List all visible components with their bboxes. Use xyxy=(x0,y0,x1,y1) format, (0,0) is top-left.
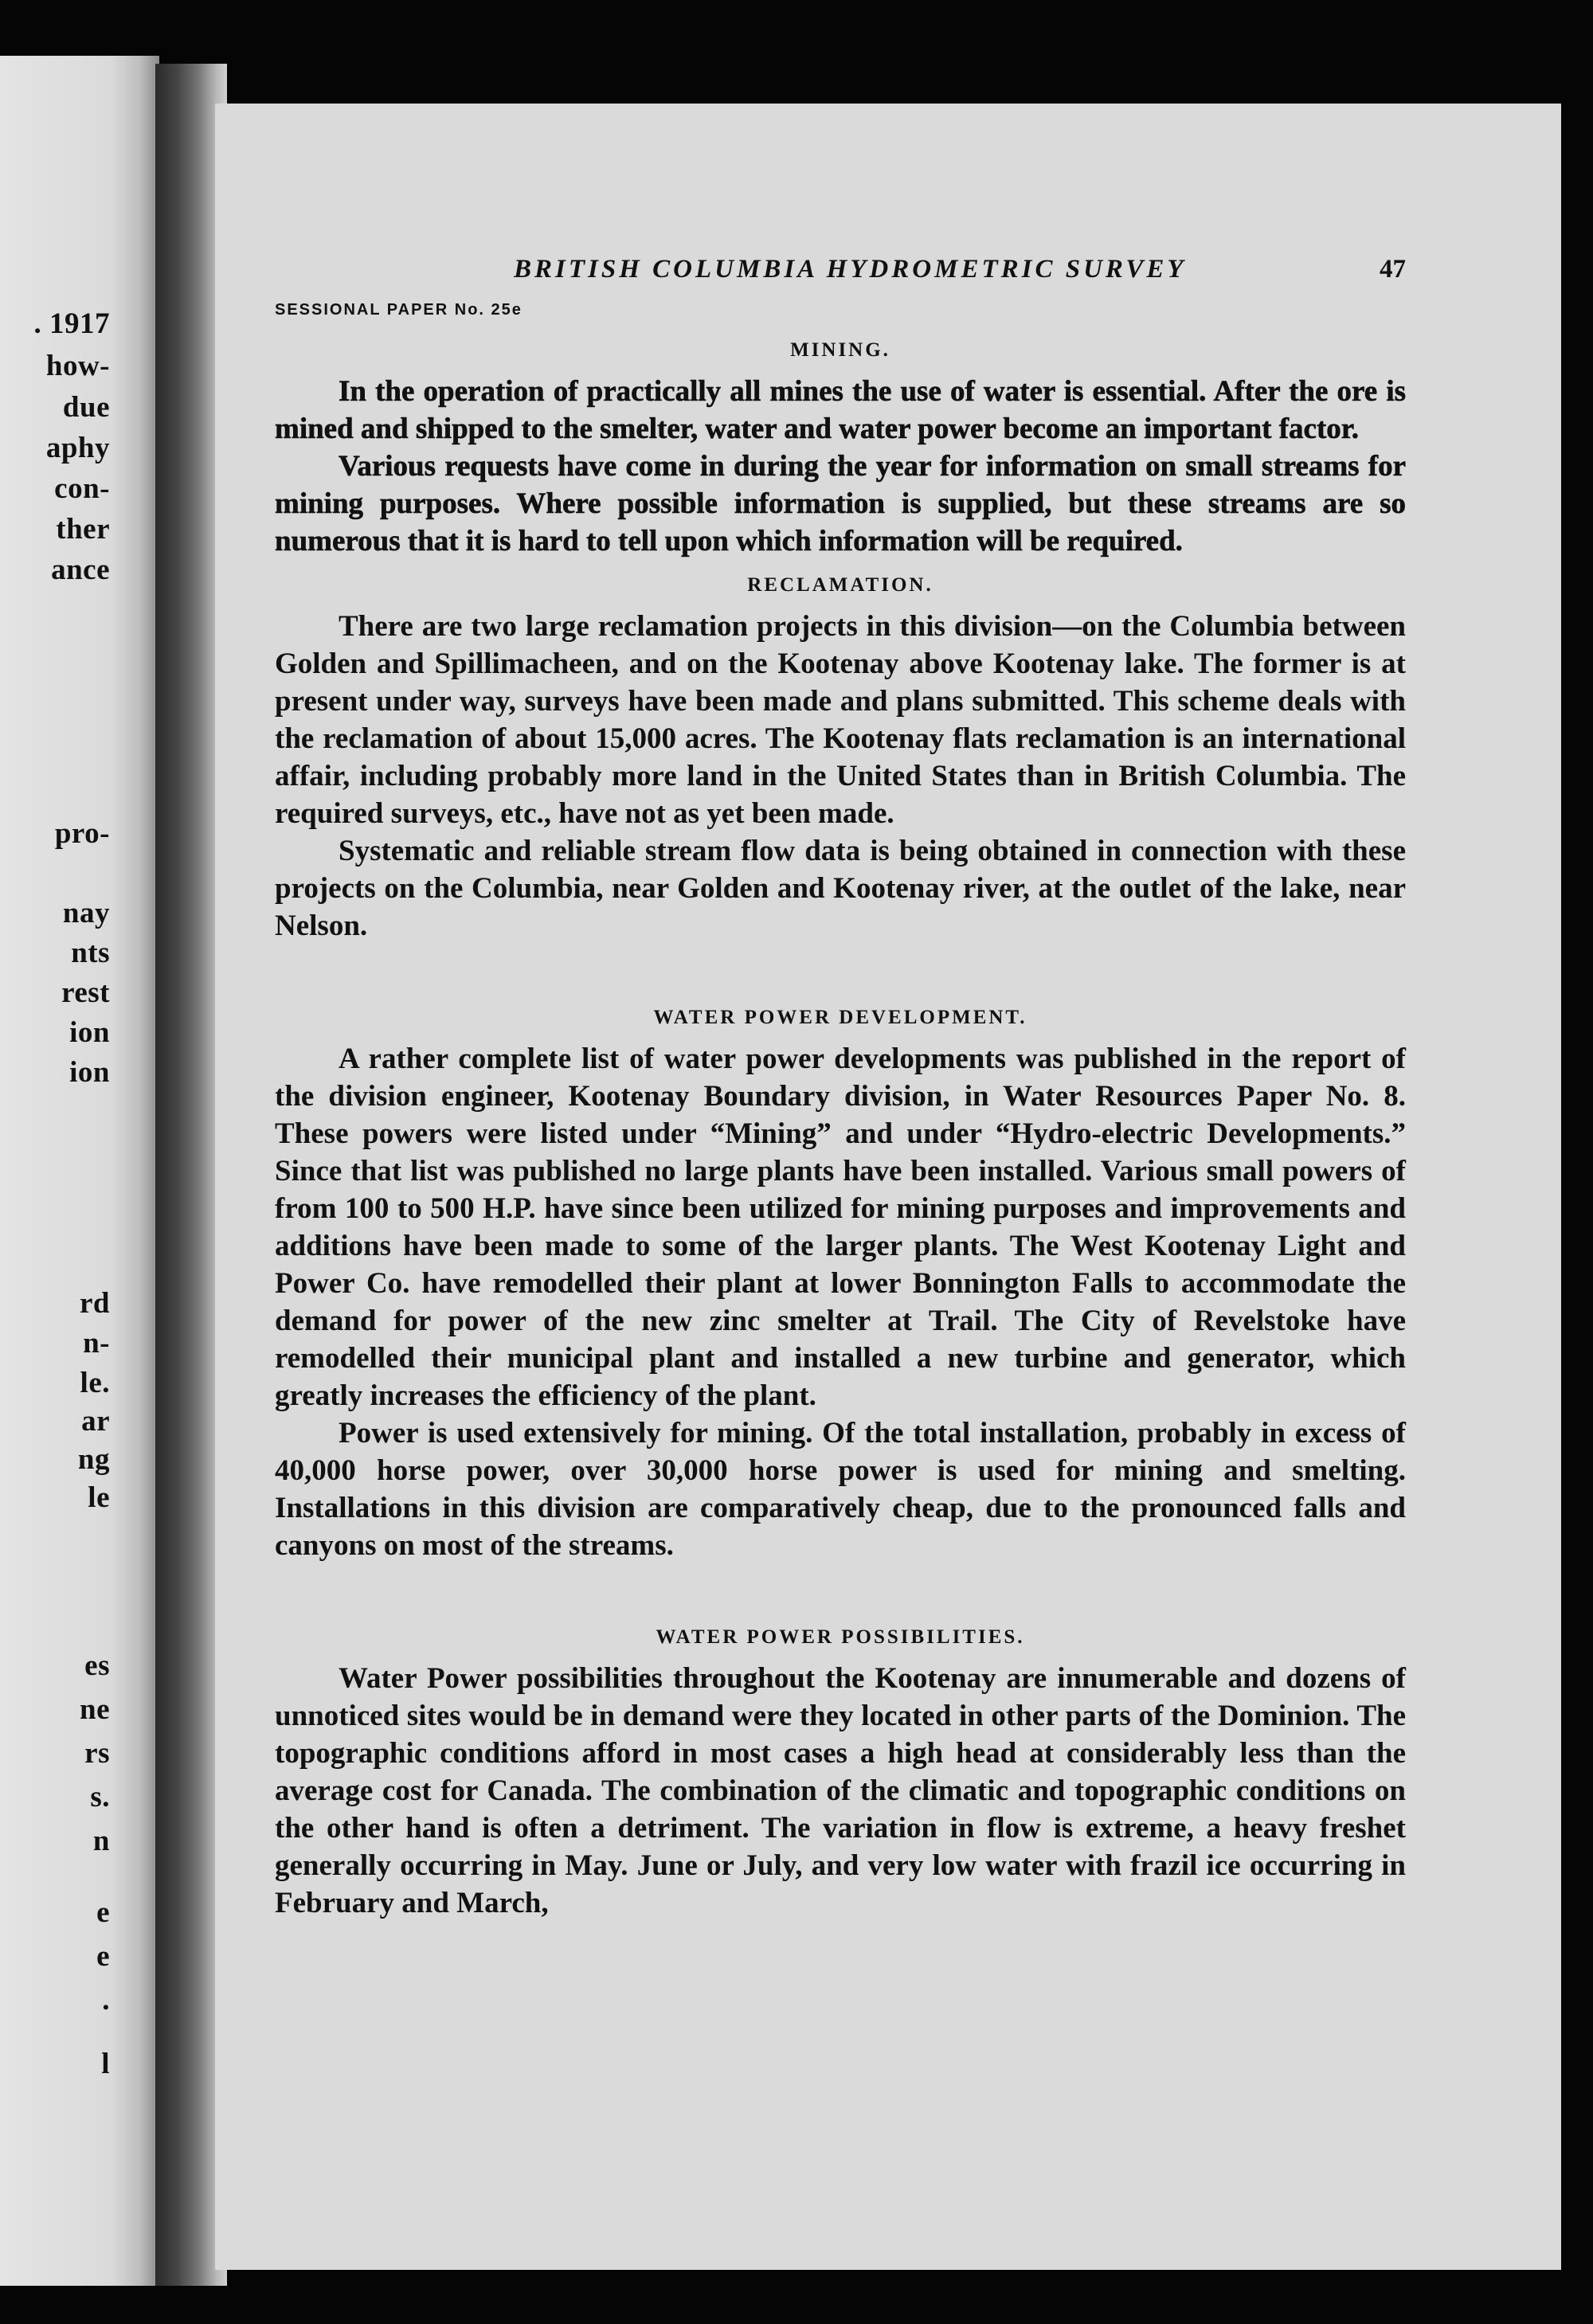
left-fragment: . xyxy=(102,1984,110,2017)
facing-page-text-fragments xyxy=(0,56,159,2286)
left-fragment: le. xyxy=(80,1367,110,1399)
section-heading-mining: MINING. xyxy=(790,339,890,361)
left-fragment: con- xyxy=(54,472,110,505)
left-fragment: ion xyxy=(69,1056,110,1089)
left-fragment: nts xyxy=(71,937,110,969)
page-content xyxy=(275,255,1406,1922)
left-fragment: n- xyxy=(83,1327,110,1360)
left-fragment: le xyxy=(88,1481,110,1514)
left-fragment: n xyxy=(92,1825,110,1857)
left-fragment: ther xyxy=(56,513,110,546)
facing-page-edge xyxy=(0,56,159,2286)
paragraph: Power is used extensively for mining. Of the total installation, probably in excess of 40,000 horse power, over 30,000 horse power is used for mining and smelting. Installations in this division are comparatively cheap, due to the pronounced falls and canyons on most of the streams. xyxy=(275,1417,1406,1562)
left-fragment: ion xyxy=(69,1016,110,1049)
running-header xyxy=(275,255,1406,295)
left-fragment: e xyxy=(96,1940,110,1973)
left-fragment: how- xyxy=(45,350,110,382)
section-heading-water-power-development: WATER POWER DEVELOPMENT. xyxy=(653,1007,1027,1028)
page-number: 47 xyxy=(1380,255,1406,284)
running-title: BRITISH COLUMBIA HYDROMETRIC SURVEY xyxy=(514,255,1187,284)
left-fragment: es xyxy=(84,1649,110,1682)
paragraph: Various requests have come in during the year for information on small streams for mining purposes. Where possible information is supplied, but these streams are so numerous that it is hard to tell upon which information will be required. xyxy=(275,450,1406,558)
section-heading-reclamation: RECLAMATION. xyxy=(747,574,933,596)
book-page xyxy=(215,104,1561,2270)
left-fragment: rd xyxy=(80,1287,110,1320)
paragraph: Systematic and reliable stream flow data is being obtained in connection with these projects on the Columbia, near Golden and Kootenay river, at the outlet of the lake, near Nelson. xyxy=(275,835,1406,942)
left-fragment: pro- xyxy=(54,817,110,850)
left-fragment: s. xyxy=(90,1781,110,1813)
sessional-paper-label: SESSIONAL PAPER No. 25e xyxy=(275,301,523,319)
left-fragment: nay xyxy=(62,897,110,929)
left-fragment: rs xyxy=(84,1737,110,1770)
left-fragment: ng xyxy=(77,1443,110,1476)
section-heading-water-power-possibilities: WATER POWER POSSIBILITIES. xyxy=(656,1626,1025,1648)
paragraph: Water Power possibilities throughout the Kootenay are innumerable and dozens of unnoticed sites would be in demand were they located in other parts of the Dominion. The topographic conditions afford in most cases a high head at considerably less than the average cost for Canada. The combination of the climatic and topographic conditions on the other hand is often a detriment. The variation in flow is extreme, a heavy freshet generally occurring in May. June or July, and very low water with frazil ice occurring in February and March, xyxy=(275,1662,1406,1919)
paragraph: In the operation of practically all mines the use of water is essential. After the ore is mined and shipped to the smelter, water and water power become an important factor. xyxy=(275,375,1406,445)
left-fragment: ance xyxy=(51,554,110,586)
left-fragment: ar xyxy=(81,1405,110,1438)
left-fragment: e xyxy=(96,1896,110,1929)
left-fragment: due xyxy=(62,391,110,424)
left-fragment: rest xyxy=(61,976,110,1009)
left-fragment: l xyxy=(101,2048,110,2080)
left-fragment: aphy xyxy=(45,432,110,464)
paragraph: A rather complete list of water power developments was published in the report of the division engineer, Kootenay Boundary division, in Water Resources Paper No. 8. These powers were listed under “Mining” and under “Hydro-electric Developments.” Since that list was published no large plants have been installed. Various small powers of from 100 to 500 H.P. have since been utilized for mining purposes and improvements and additions have been made to some of the larger plants. The West Kootenay Light and Power Co. have remodelled their plant at lower Bonnington Falls to accommodate the demand for power of the new zinc smelter at Trail. The City of Revelstoke have remodelled their municipal plant and installed a new turbine and generator, which greatly increases the efficiency of the plant. xyxy=(275,1043,1406,1412)
left-fragment: ne xyxy=(80,1693,110,1726)
left-fragment: . 1917 xyxy=(33,307,110,340)
paragraph: There are two large reclamation projects in this division—on the Columbia between Golden and Spillimacheen, and on the Kootenay above Kootenay lake. The former is at present under way, surveys have been made and plans submitted. This scheme deals with the reclamation of about 15,000 acres. The Kootenay flats reclamation is an international affair, including probably more land in the United States than in British Columbia. The required surveys, etc., have not as yet been made. xyxy=(275,610,1406,830)
